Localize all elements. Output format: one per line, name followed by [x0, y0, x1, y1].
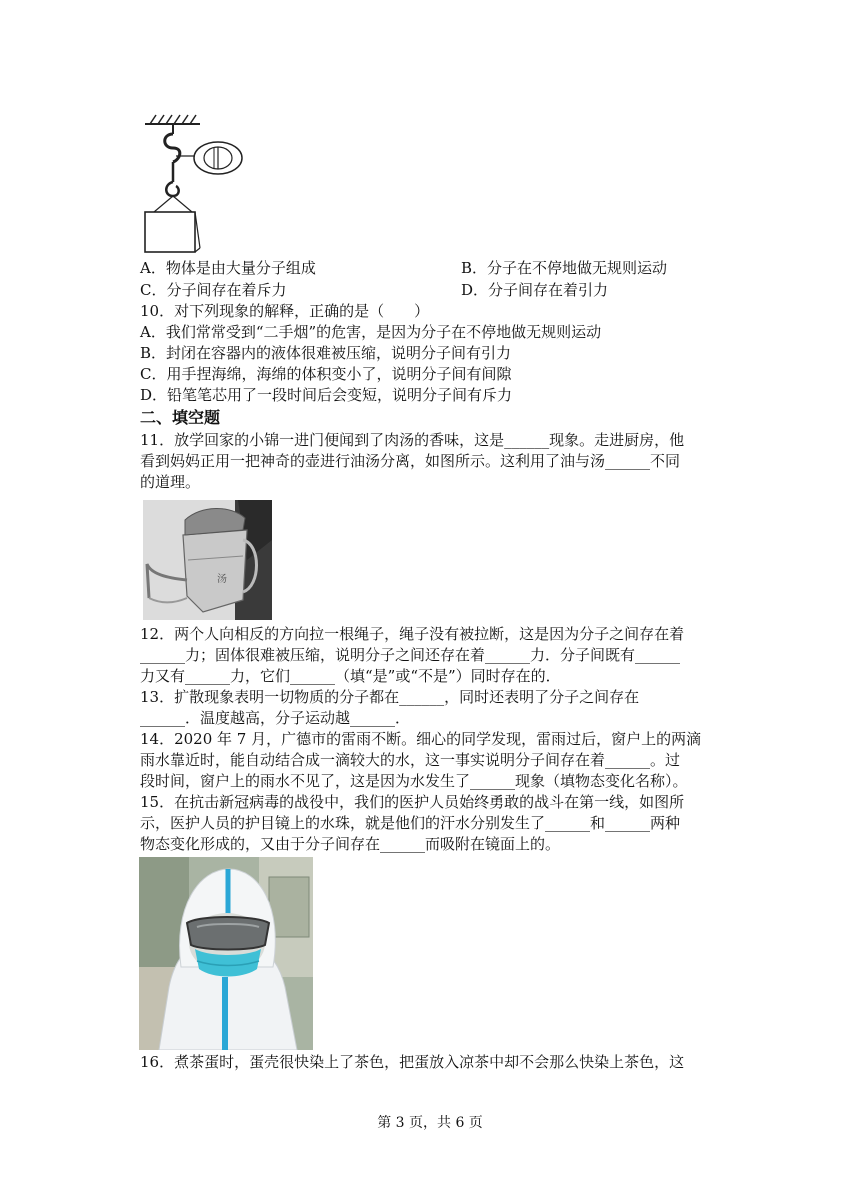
medical-worker-photo: [139, 857, 313, 1050]
q10-option-a: A．我们常常受到“二手烟”的危害，是因为分子在不停地做无规则运动: [140, 323, 602, 341]
q14-line-3: 段时间，窗户上的雨水不见了，这是因为水发生了______现象（填物态变化名称）。: [140, 772, 688, 790]
q12-line-2: ______力；固体很难被压缩，说明分子之间还存在着______力．分子间既有______: [140, 646, 681, 664]
section-title: 二、填空题: [140, 408, 221, 427]
q13-line-1: 13．扩散现象表明一切物质的分子都在______，同时还表明了分子之间存在: [140, 688, 640, 706]
q15-line-3: 物态变化形成的，又由于分子间存在______而吸附在镜面上的。: [140, 835, 561, 853]
q10-stem: 10．对下列现象的解释，正确的是（ ）: [140, 302, 430, 320]
q16-line-1: 16．煮茶蛋时，蛋壳很快染上了茶色，把蛋放入凉茶中却不会那么快染上茶色，这: [140, 1053, 685, 1071]
q14-line-1: 14．2020 年 7 月，广德市的雷雨不断。细心的同学发现，雷雨过后，窗户上的两滴: [140, 730, 702, 748]
spring-scale-figure: [140, 112, 250, 254]
q10-option-d: D．铅笔笔芯用了一段时间后会变短，说明分子间有斥力: [140, 386, 513, 404]
q9-option-c: C．分子间存在着斥力: [140, 281, 287, 299]
q9-option-a: A．物体是由大量分子组成: [140, 259, 316, 277]
q10-option-b: B．封闭在容器内的液体很难被压缩，说明分子间有引力: [140, 344, 512, 362]
q11-line-3: 的道理。: [140, 473, 201, 491]
q12-line-3: 力又有______力，它们______（填“是”或“不是”）同时存在的．: [140, 667, 561, 685]
q11-line-2: 看到妈妈正用一把神奇的壶进行油汤分离，如图所示。这利用了油与汤______不同: [140, 452, 681, 470]
pot-label: 汤: [217, 574, 227, 585]
q15-line-1: 15．在抗击新冠病毒的战役中，我们的医护人员始终勇敢的战斗在第一线，如图所: [140, 793, 685, 811]
q9-option-b: B．分子在不停地做无规则运动: [461, 259, 668, 277]
q10-option-c: C．用手捏海绵，海绵的体积变小了，说明分子间有间隙: [140, 365, 512, 383]
q14-line-2: 雨水靠近时，能自动结合成一滴较大的水，这一事实说明分子间存在着______。过: [140, 751, 681, 769]
q9-option-d: D．分子间存在着引力: [461, 281, 609, 299]
q13-line-2: ______．温度越高，分子运动越______．: [140, 709, 411, 727]
oil-soup-pot-photo: [143, 500, 272, 620]
q11-line-1: 11．放学回家的小锦一进门便闻到了肉汤的香味，这是______现象。走进厨房，他: [140, 431, 685, 449]
q15-line-2: 示，医护人员的护目镜上的水珠，就是他们的汗水分别发生了______和______两种: [140, 814, 681, 832]
q12-line-1: 12．两个人向相反的方向拉一根绳子，绳子没有被拉断，这是因为分子之间存在着: [140, 625, 685, 643]
page-footer: 第 3 页，共 6 页: [377, 1115, 483, 1131]
